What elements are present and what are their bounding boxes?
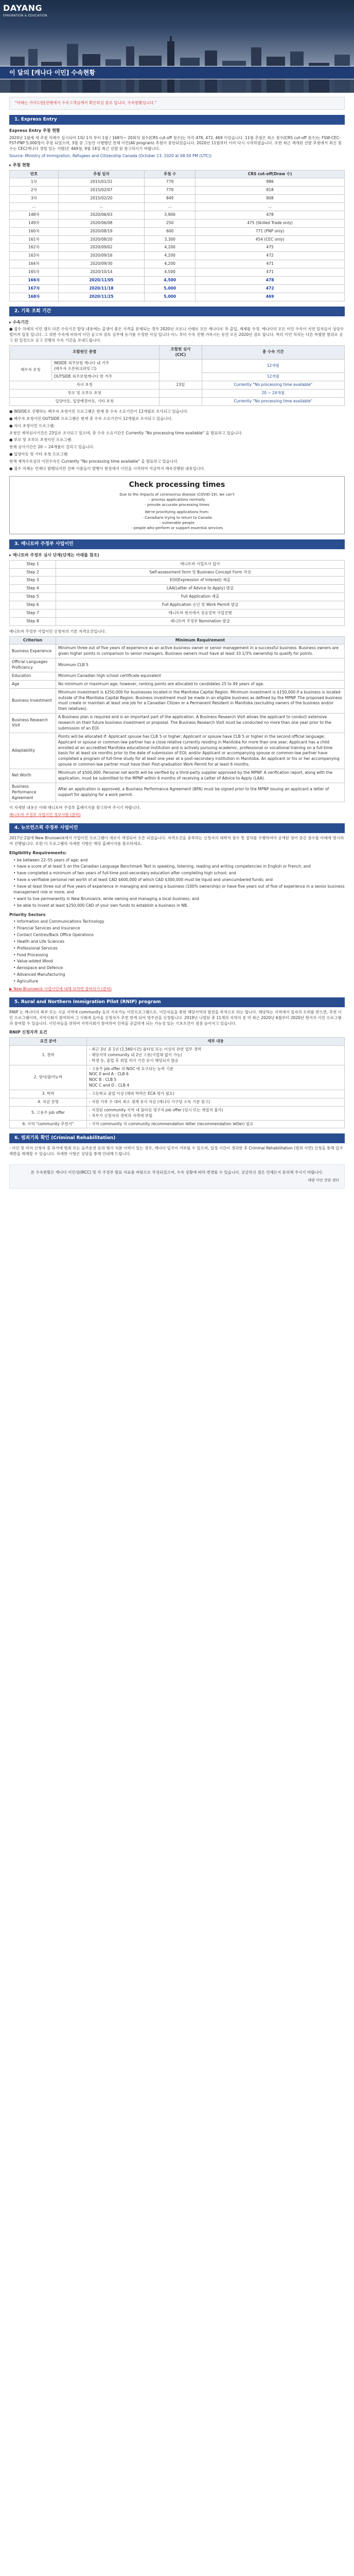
- list-item: • Advanced Manufacturing: [13, 972, 345, 978]
- table-row: [10, 733, 345, 769]
- draw-table-cell: 1차: [10, 178, 59, 187]
- draw-table-cell: 2020/09/30: [58, 260, 144, 268]
- draw-table-cell: 2020/11/25: [58, 293, 144, 301]
- table-row: [10, 769, 345, 783]
- processing-note: ● 배우자 초청이민 OUTSIDE 프로그램은 현재 총 수속 소요기간이 12개월로 조사되고 있습니다.: [9, 416, 173, 421]
- draw-table-cell: 2020/08/20: [58, 235, 144, 244]
- section-manitoba: [9, 539, 345, 818]
- rnip-field: 6. 지역 "community 추천서": [10, 1120, 87, 1128]
- list-item: • Professional Services: [13, 946, 345, 952]
- table-row: [10, 568, 345, 577]
- table-row: [10, 617, 345, 625]
- draw-table-cell: 4,200: [145, 260, 196, 268]
- processing-note: ● INSIDE로 진행하는 배우자 초청이민 프로그램은 현재 총 수속 소요기간이 12개월로 조사되고 있습니다.: [9, 409, 188, 414]
- section-bar-rnip: 5. Rural and Northern Immigration Pilot (RNIP) program: [9, 997, 345, 1007]
- nb-priority-title: Priority Sectors: [9, 912, 46, 917]
- rnip-field: 3. 학력: [10, 1090, 87, 1098]
- section-bar-manitoba: 3. 매니토바 주정부 사업이민: [9, 539, 345, 549]
- list-item: • Information and Communications Technology: [13, 919, 345, 925]
- draw-table-cell: 168차: [10, 293, 59, 301]
- table-row: [10, 1098, 345, 1106]
- check-processing-times-box: [9, 476, 345, 534]
- step-description: EOI(Expression of Interest) 제출: [56, 577, 345, 585]
- draw-table-cell: 3차: [10, 195, 59, 203]
- table-row: [10, 1106, 345, 1120]
- draw-table-cell: 2020/09/02: [58, 244, 144, 252]
- step-number: Step 2: [10, 568, 56, 577]
- table-row: [10, 219, 345, 227]
- table-row: [10, 252, 345, 260]
- cpt-line: - vulnerable people: [160, 520, 194, 525]
- processing-cell: Currently "No processing time available": [202, 398, 344, 406]
- section-bar-processing: 2. 기록 조회 기간: [9, 307, 345, 316]
- express-entry-source: Source: Ministry of Immigration, Refugees and Citizenship Canada (October 13, 2020 at 08:50 PM (UTC)): [9, 154, 212, 159]
- processing-subtitle: ▸ 수속기간: [9, 319, 29, 325]
- draw-table-cell: 160차: [10, 227, 59, 235]
- list-item: • Financial Services and Insurance: [13, 926, 345, 931]
- step-description: Self-assessment form 및 Business Concept Form 작성: [56, 568, 345, 577]
- draw-table-cell: 4,200: [145, 244, 196, 252]
- table-row: [10, 284, 345, 293]
- rnip-subtitle: RNIP 신청자격 요건: [9, 1030, 47, 1035]
- list-item: • Health and Life Sciences: [13, 939, 345, 945]
- req-requirement: Minimum of $500,000. Personal net worth will be verified by a third-party supplier approved by the MPNP. A verification report, along with the application, must be submitted to the MPNP within 6 months of receiving a Letter of Advice to Apply (LAA).: [56, 769, 345, 783]
- table-row: [10, 276, 345, 284]
- table-row: [10, 1065, 345, 1090]
- criminal-body: - 이민 및 비자 신청자 중 과거에 범죄 또는 음주운전 등의 형사 처분 이력이 있는 경우, 캐나다 입국이 거부될 수 있으며, 일정 기간이 경과한 후 Criminal Rehabilitation (범죄 사면) 신청을 통해 입국 제한을 해제할 수 있습니다. 자세한 사항은 상담을 통해 안내해 드립니다.: [9, 1146, 343, 1157]
- draw-table-cell: 2020/06/08: [58, 219, 144, 227]
- draw-table-cell: 2020/08/19: [58, 227, 144, 235]
- draw-table-cell: 2015/02/07: [58, 187, 144, 195]
- processing-cell: 입양아동, 입양예정아동, 기타 초청: [10, 398, 160, 406]
- rnip-field: 1. 경력: [10, 1045, 87, 1065]
- page: [0, 0, 354, 1194]
- processing-cell: OUTSIDE 외주보험캐나다 밖 거주: [51, 373, 160, 381]
- draw-table-cell: 771 (PNP only): [196, 227, 345, 235]
- rnip-detail: - 지정된 community 지역 내 풀타임 영구직 job offer (임시 또는 계절직 불가) - 직무가 신청자의 경력과 자격에 부합: [87, 1106, 345, 1120]
- brand-subtitle: EMIGRATION & EDUCATION: [3, 14, 47, 18]
- draw-table-cell: 475: [196, 244, 345, 252]
- nb-eligibility-list: [13, 858, 345, 909]
- table-row: [10, 714, 345, 733]
- processing-cell: 부모 및 조부모 초청: [10, 389, 160, 398]
- manitoba-req-intro: 매니토바 주정부 사업이민 신청자의 기본 자격요건입니다.: [9, 629, 107, 634]
- draw-table-cell: ...: [145, 203, 196, 211]
- nb-intro: 2017년 2월에 New Brunswick에서 사업이민 프로그램이 새로이 개정되어 오픈 되었습니다. 자격요건을 충족하는 신청자의 대략적 점수 및 절차를 수행하여야 공개된 영어 중간 점수를 아래에 명시하여 진행됩니다. 또한 이 프로그램의 자세한 사항은 해당 홈페이지를 참조하세요.: [9, 836, 344, 846]
- cpt-line: - people who perform or support essential services: [131, 526, 223, 530]
- processing-note: ● 부모 및 조부모 초청이민 프로그램:: [9, 437, 73, 443]
- draw-table-cell: 2020/10/14: [58, 268, 144, 277]
- draw-table-cell: 808: [196, 195, 345, 203]
- rnip-detail: - 최근 3년 중 1년 (1,560시간) 풀타임 또는 이상의 관련 업무 경력 - 해당지역 community 내 2년 고용(사업체 없이 가능) - 학생 등, 졸업 후 취업 허가 기간 등이 해당되지 않음: [87, 1045, 345, 1065]
- cpt-title: Check processing times: [129, 480, 225, 489]
- list-item: • Contact Centres/Back Office Operations: [13, 933, 345, 938]
- table-row: [10, 609, 345, 617]
- list-item: • Value-added Wood: [13, 959, 345, 964]
- processing-table-header: 총 수속 기간: [202, 345, 344, 359]
- table-row: [10, 601, 345, 609]
- brand-logo[interactable]: [3, 2, 47, 19]
- table-row: [10, 560, 345, 568]
- draw-table-cell: 471: [196, 260, 345, 268]
- draw-table-cell: 166차: [10, 276, 59, 284]
- draw-table-header: CRS cut-off(Draw 수): [196, 170, 345, 178]
- draw-table-cell: 161차: [10, 235, 59, 244]
- step-description: 매니토바 사업조사 답사: [56, 560, 345, 568]
- draw-table-cell: 779: [145, 187, 196, 195]
- processing-table-header: 조합원 심사 (CIC): [160, 345, 202, 359]
- draw-table-cell: ...: [10, 203, 59, 211]
- draw-table-cell: 2차: [10, 187, 59, 195]
- rnip-detail: - 지역 community 의 community recommendation letter (recommendation letter) 필요: [87, 1120, 345, 1128]
- draw-table-cell: 2015/01/31: [58, 178, 144, 187]
- draw-table-cell: 167차: [10, 284, 59, 293]
- table-row: [10, 672, 345, 680]
- draw-table-cell: 478: [196, 211, 345, 219]
- cpt-line: - process applications normally: [149, 498, 205, 502]
- rnip-table-header: 세부 내용: [87, 1038, 345, 1046]
- draw-table-cell: 4,200: [145, 252, 196, 260]
- draw-table-cell: 779: [145, 178, 196, 187]
- draw-table-cell: 818: [196, 187, 345, 195]
- express-entry-heading: Express Entry 추첨 현황: [9, 128, 60, 133]
- req-table-header: Criterion: [10, 636, 56, 645]
- processing-cell: Currently "No processing time available": [202, 381, 344, 389]
- draw-table-cell: 4,500: [145, 268, 196, 277]
- req-requirement: Minimum Canadian high school certificate equivalent: [56, 672, 345, 680]
- nb-eligibility-title: Eligibility Requirements:: [9, 850, 67, 855]
- list-item: • have at least three out of five years of experience in managing and owning a business (100% ownership) or have five years out of five of experience in a senior business management role or more; and: [13, 884, 345, 895]
- step-description: 매니토바 현지에서 성공정착 사업진행: [56, 609, 345, 617]
- processing-cell: 배우자 초청: [10, 359, 52, 381]
- req-requirement: Points will be allocated if: Applicant spouse has CLB 5 or higher; Applicant or spouse have CLB 5 or higher in the second official language; Applicant or spouse or common-law partner has a close relative currently residing in Manitoba for more than one year; Applicant has a child enrolled at an accredited Manitoba educational institution and is actively pursuing academic, professional or vocational training on a full-time basis for at least six months prior to the date of submission of EOI; and/or Applicant or accompanying spouse or common-law partner have completed a program of full-time study for at least one year at a post-secondary institution in Manitoba. An applicant or his or her accompanying spouse or common-law partner must have their Post-graduation Work Permit for at least 6 months.: [56, 733, 345, 769]
- section-express-entry: [9, 115, 345, 301]
- step-description: 매니토바 주정부 Nomination 발급: [56, 617, 345, 625]
- nb-priority-list: [13, 919, 345, 985]
- processing-cell: 12개월: [202, 373, 344, 381]
- processing-cell: 23일: [160, 381, 202, 389]
- step-number: Step 6: [10, 601, 56, 609]
- processing-cell: [160, 359, 202, 381]
- draw-table-cell: 149차: [10, 219, 59, 227]
- draw-table-cell: 469: [196, 293, 345, 301]
- table-row: [10, 645, 345, 658]
- processing-cell: [160, 398, 202, 406]
- table-row: [10, 235, 345, 244]
- nb-info-link[interactable]: ▶ New Brunswick 사업이민에 대해 보려면 클릭하기 (클릭): [9, 986, 112, 991]
- table-row: [10, 658, 345, 672]
- rnip-intro: RNIP 는 캐나다의 북부 또는 시골 지역에 community 들의 지속가능 이민프로그램으로, 이민자들을 통한 해당지역의 발전을 목적으로 하는 합니다. 해당하는 지역에서 일자리 오퍼를 받으면, 추천 이민 프로그램이며, 지역사회가 참여하여 그 사회에 들어올 신청자가 추천 받게 되어 영주권을 신청합니다. 2019년 나열된 총 11개의 지역의 중 약 최근 2020년 6월부터 2020년 현지지 이민 프로그램과 참여할 수 있습니다. 이민자들을 위하여 지역사회가 참여하여 인력을 공급하게 되는 가능성 있는 기초조건이 점점 높아지고 있습니다.: [9, 1009, 342, 1026]
- list-item: • Agriculture: [13, 979, 345, 985]
- section-rnip: [9, 997, 345, 1129]
- draw-table-cell: 471: [196, 268, 345, 277]
- draw-table-cell: 3,900: [145, 211, 196, 219]
- draw-table-header: 추첨 일자: [58, 170, 144, 178]
- list-item: • Aerospace and Defence: [13, 965, 345, 971]
- step-number: Step 3: [10, 577, 56, 585]
- processing-notes: [9, 409, 345, 472]
- manitoba-subtitle: ▸ 매니토바 주정부 심사 단계(단계는 아래를 참조): [9, 553, 99, 558]
- draw-table-cell: 2020/09/16: [58, 252, 144, 260]
- brand-name: DAYANG: [3, 3, 43, 13]
- processing-cell: INSIDE 외주보험 캐나다 내 거주 (배우자 오픈워크퍼밋 ☐): [51, 359, 160, 373]
- req-requirement: Minimum investment is $250,000 for businesses located in the Manitoba Capital Region. Minimum investment is $150,000 if a business is located outside of the Manitoba Capital Region. Business investment must be made in an eligible business as defined by the MPNP. The proposed business must create or maintain at least one job for a Canadian Citizen or a Permanent Resident in Manitoba (excluding owners of the business and/or their relatives).: [56, 688, 345, 714]
- rnip-detail: - 고용주 job offer 의 NOC 에 요구되는 능력 기준 NOC 0 and A : CLB 6 NOC B : CLB 5 NOC C and D : CLB 4: [87, 1065, 345, 1090]
- list-item: • Food Processing: [13, 953, 345, 958]
- draw-table-cell: 600: [145, 227, 196, 235]
- manitoba-requirements-table: [9, 636, 345, 803]
- req-table-header: Minimum Requirement: [56, 636, 345, 645]
- rnip-table-header: 요건 분야: [10, 1038, 87, 1046]
- draw-table-cell: 2015/02/20: [58, 195, 144, 203]
- list-item: • want to live permanently in New Brunswick, while owning and managing a local business; and: [13, 896, 345, 902]
- processing-note: 현재 심사기간은 20 ~ 24개월이 걸리고 있습니다.: [9, 445, 95, 450]
- section-bar-new-brunswick: 4. 뉴브런즈윅 주정부 사업이민: [9, 823, 345, 833]
- rnip-detail: - 고등학교 졸업 이상 (해외 학력은 ECA 평가 필요): [87, 1090, 345, 1098]
- processing-note: ● 자녀 초청이민 프로그램:: [9, 423, 55, 428]
- processing-note: ● 입양아동 및 기타 초청 프로그램:: [9, 452, 69, 457]
- processing-note: ● 접수 자체는 언제나 발행되지만 진짜 이름들이 발행이 현장에서 이민을 시작하여 지금까지 계속진행된 내용입니다.: [9, 466, 205, 471]
- table-row: [10, 680, 345, 688]
- draw-table-cell: 165차: [10, 268, 59, 277]
- processing-table-header: 조합원인 종별: [10, 345, 160, 359]
- req-requirement: Minimum three out of five years of experience as an active business owner or senior management in a successful business. Business owners are given higher points in comparison to senior managers. Business owners must have at least 33 1/3% ownership to qualify for points.: [56, 645, 345, 658]
- list-item: • be between 22–55 years of age; and: [13, 858, 345, 863]
- draw-table-cell: 2020/11/05: [58, 276, 144, 284]
- list-item: • have completed a minimum of two years of full-time post-secondary education after completing high school; and: [13, 871, 345, 876]
- draw-table-cell: 162차: [10, 244, 59, 252]
- cpt-line: - Canadians trying to return to Canada: [142, 515, 212, 520]
- manitoba-steps-table: [9, 560, 345, 626]
- table-row: [10, 203, 345, 211]
- processing-text: ● 접수 차례의 이민 캠프 다른 수속기간 할당 내용에는 출생이 좋은 가격을 문제되는 경우 2020년 코로나 사태로 모든 캐나다로 차 출입, 제제를 수정. 캐나다의 모든 이민 수속이 지연 일자들이 상당수 떨어져 입장 입니다. 그 위한 수속에 비하여 이민 공고자 검토 실무에 동기를 수정한 사실 입니다 어느 부터 수속 진행 가하시는 동안 모든 2020년 검토 합니다. 특히 이민 처리는 다른 특별한 범위로 공고 된 일정으로 공고 진행의 수속 기간을 보내드립니다.: [9, 327, 344, 343]
- page-title: 이 달의 [캐나다 이민] 수속현황: [0, 66, 354, 79]
- table-row: [10, 1045, 345, 1065]
- section-new-brunswick: [9, 823, 345, 992]
- step-number: Step 5: [10, 593, 56, 601]
- processing-note: 초청인 재적심사기간은 23일로 조사되고 있으며, 총 수속 소요기간은 Currently "No processing time available" 을 발표하고 있습니다.: [9, 430, 243, 435]
- req-criterion: Education: [10, 672, 56, 680]
- section-bar-express-entry: 1. Express Entry: [9, 115, 345, 125]
- table-row: [10, 1120, 345, 1128]
- table-row: [10, 244, 345, 252]
- req-criterion: Adaptability: [10, 733, 56, 769]
- step-description: Full Application 승인 및 Work Permit 발급: [56, 601, 345, 609]
- table-row: [10, 227, 345, 235]
- processing-cell: 20 ~ 24개월: [202, 389, 344, 398]
- notice-text: "아래는 가이드탄[진행에서 수속고객님께서 확인하실 콜로 입니다. 수속현황입니다.": [15, 100, 157, 105]
- step-number: Step 7: [10, 609, 56, 617]
- draw-table-cell: 478: [196, 276, 345, 284]
- table-row: [10, 593, 345, 601]
- draw-table-cell: ...: [58, 203, 144, 211]
- processing-note: 현재 재적수속심의 이민수속은 Currently "No processing time available" 을 발표하고 있습니다.: [9, 459, 179, 464]
- draw-table-cell: 475 (Skilled Trade only): [196, 219, 345, 227]
- list-item: • be able to invest at least $250,000 CAD of your own funds to establish a business in NB.: [13, 903, 345, 909]
- cpt-line: We're prioritizing applications from:: [145, 510, 209, 515]
- table-row: [10, 585, 345, 593]
- hero-banner: [0, 0, 354, 93]
- draw-table-cell: 148차: [10, 211, 59, 219]
- table-row: [10, 195, 345, 203]
- req-criterion: Age: [10, 680, 56, 688]
- draw-table-cell: 2020/11/18: [58, 284, 144, 293]
- draw-table-header: 추첨 수: [145, 170, 196, 178]
- cpt-line: - provide accurate processing times: [145, 503, 209, 507]
- draw-table-cell: ...: [196, 203, 345, 211]
- req-criterion: Net Worth: [10, 769, 56, 783]
- req-requirement: No minimum or maximum age; however, ranking points are allocated to candidates 25 to 49 years of age.: [56, 680, 345, 688]
- manitoba-info-link[interactable]: 매니토바 주정부 사업이민 정보사항 (클릭): [9, 812, 81, 818]
- req-criterion: Business Experience: [10, 645, 56, 658]
- processing-table: [9, 345, 345, 406]
- draw-table-cell: 472: [196, 252, 345, 260]
- list-item: • have a score of at least 5 on the Canadian Language Benchmark Test in speaking, listening, reading and writing competencies in English or French; and: [13, 864, 345, 870]
- draw-table-cell: 3,300: [145, 235, 196, 244]
- table-row: [10, 293, 345, 301]
- draw-table-cell: 886: [196, 178, 345, 187]
- table-row: [10, 211, 345, 219]
- table-row: [10, 178, 345, 187]
- rnip-field: 2. 영어/불어능력: [10, 1065, 87, 1090]
- table-row: [10, 187, 345, 195]
- section-criminal: [9, 1133, 345, 1157]
- section-bar-criminal: 6. 범죄기록 확인 (Criminal Rehabilitation): [9, 1133, 345, 1143]
- rnip-table: [9, 1037, 345, 1128]
- draw-table-cell: 2020/06/03: [58, 211, 144, 219]
- req-criterion: Official Languages Proficiency: [10, 658, 56, 672]
- step-number: Step 1: [10, 560, 56, 568]
- step-number: Step 4: [10, 585, 56, 593]
- footer-sign: 대양 이민 상담 센터: [308, 1178, 339, 1183]
- processing-cell: [160, 389, 202, 398]
- step-description: LAA(Letter of Advice to Apply) 발급: [56, 585, 345, 593]
- draw-table-cell: 4,500: [145, 276, 196, 284]
- processing-cell: 자녀 초청: [10, 381, 160, 389]
- footer-text: 본 수속현황은 캐나다 이민성(IRCC) 및 각 주정부 발표 자료를 바탕으로 작성되었으며, 수속 상황에 따라 변경될 수 있습니다. 궁금하신 점은 언제든지 문의해 주시기 바랍니다.: [30, 1170, 324, 1175]
- rnip-field: 5. 고용주 job offer: [10, 1106, 87, 1120]
- draw-table-cell: 164차: [10, 260, 59, 268]
- table-row: [10, 268, 345, 277]
- table-row: [10, 577, 345, 585]
- city-skyline-image: [0, 36, 354, 93]
- rnip-detail: - 지원 가족 수 대비 최소 생계 유지 자금 (캐나다 가구당 소득 기준 참고): [87, 1098, 345, 1106]
- draw-table-cell: 472: [196, 284, 345, 293]
- draw-table-cell: 454 (CEC only): [196, 235, 345, 244]
- draw-table: [9, 170, 345, 301]
- req-requirement: A Business plan is required and is an important part of the application. A Business Research Visit allows the applicant to conduct extensive research on their future business investment or proposal. The Business Research Visit must be conducted no more than one year prior to the submission of an EOI.: [56, 714, 345, 733]
- rnip-field: 4. 자금 증명: [10, 1098, 87, 1106]
- step-number: Step 8: [10, 617, 56, 625]
- table-row: [10, 783, 345, 802]
- table-row: [10, 1090, 345, 1098]
- draw-table-cell: 5,000: [145, 284, 196, 293]
- draw-table-cell: 5,000: [145, 293, 196, 301]
- draw-table-cell: 163차: [10, 252, 59, 260]
- express-entry-intro: 2020년 1월에 새 추첨 차례가 실시되어 1회/ 1차 부터 1월 / 168차~ 20회차 점수(CRS cut-off 점수)는 각각 478, 472, 469 이었습니다. 11월 추첨은 최소 점수(CRS cut-off 점수)는 FSW-CEC-FST-PNP 5,000명이 추첨 되었으며, 3월 중 그동안 시행했던 전체 이민(All program) 추첨이 중단되었습니다. 2020년 11월부터 이미 다시 시작하였습니다. 또한 최근 재개된 선발 추첨에서 최신 점수는 CEC(캐나다 경험 있는 사람)은 469점, 9월 14일 최근 선발 된 참고하시기 바랍니다.: [9, 135, 342, 151]
- req-requirement: Minimum CLB 5: [56, 658, 345, 672]
- table-row: [10, 688, 345, 714]
- manitoba-req-note: 이 자세한 내용은 아래 매니토바 주정부 홈페이지를 참고하여 주시기 바랍니다.: [9, 805, 141, 810]
- draw-table-caption: ▸ 추첨 현황: [9, 163, 30, 168]
- processing-cell: 12개월: [202, 359, 344, 373]
- list-item: • have a verifiable personal net worth of at least CAD $600,000 of which CAD $300,000 must be liquid and unencumbered funds; and: [13, 877, 345, 883]
- req-requirement: After an application is approved, a Business Performance Agreement (BPA) must be signed prior to the MPNP issuing an applicant a letter of support for applying for a work permit.: [56, 783, 345, 802]
- req-criterion: Business Research Visit: [10, 714, 56, 733]
- section-processing: [9, 307, 345, 534]
- step-description: Full Application 제출: [56, 593, 345, 601]
- cpt-line: Due to the impacts of coronavirus disease (COVID-19), we can't: [119, 493, 235, 497]
- req-criterion: Business Investment: [10, 688, 56, 714]
- draw-table-cell: 250: [145, 219, 196, 227]
- draw-table-cell: 849: [145, 195, 196, 203]
- draw-table-header: 번호: [10, 170, 59, 178]
- notice-box: [9, 97, 345, 110]
- table-row: [10, 260, 345, 268]
- req-criterion: Business Performance Agreement: [10, 783, 56, 802]
- footer: [9, 1164, 345, 1189]
